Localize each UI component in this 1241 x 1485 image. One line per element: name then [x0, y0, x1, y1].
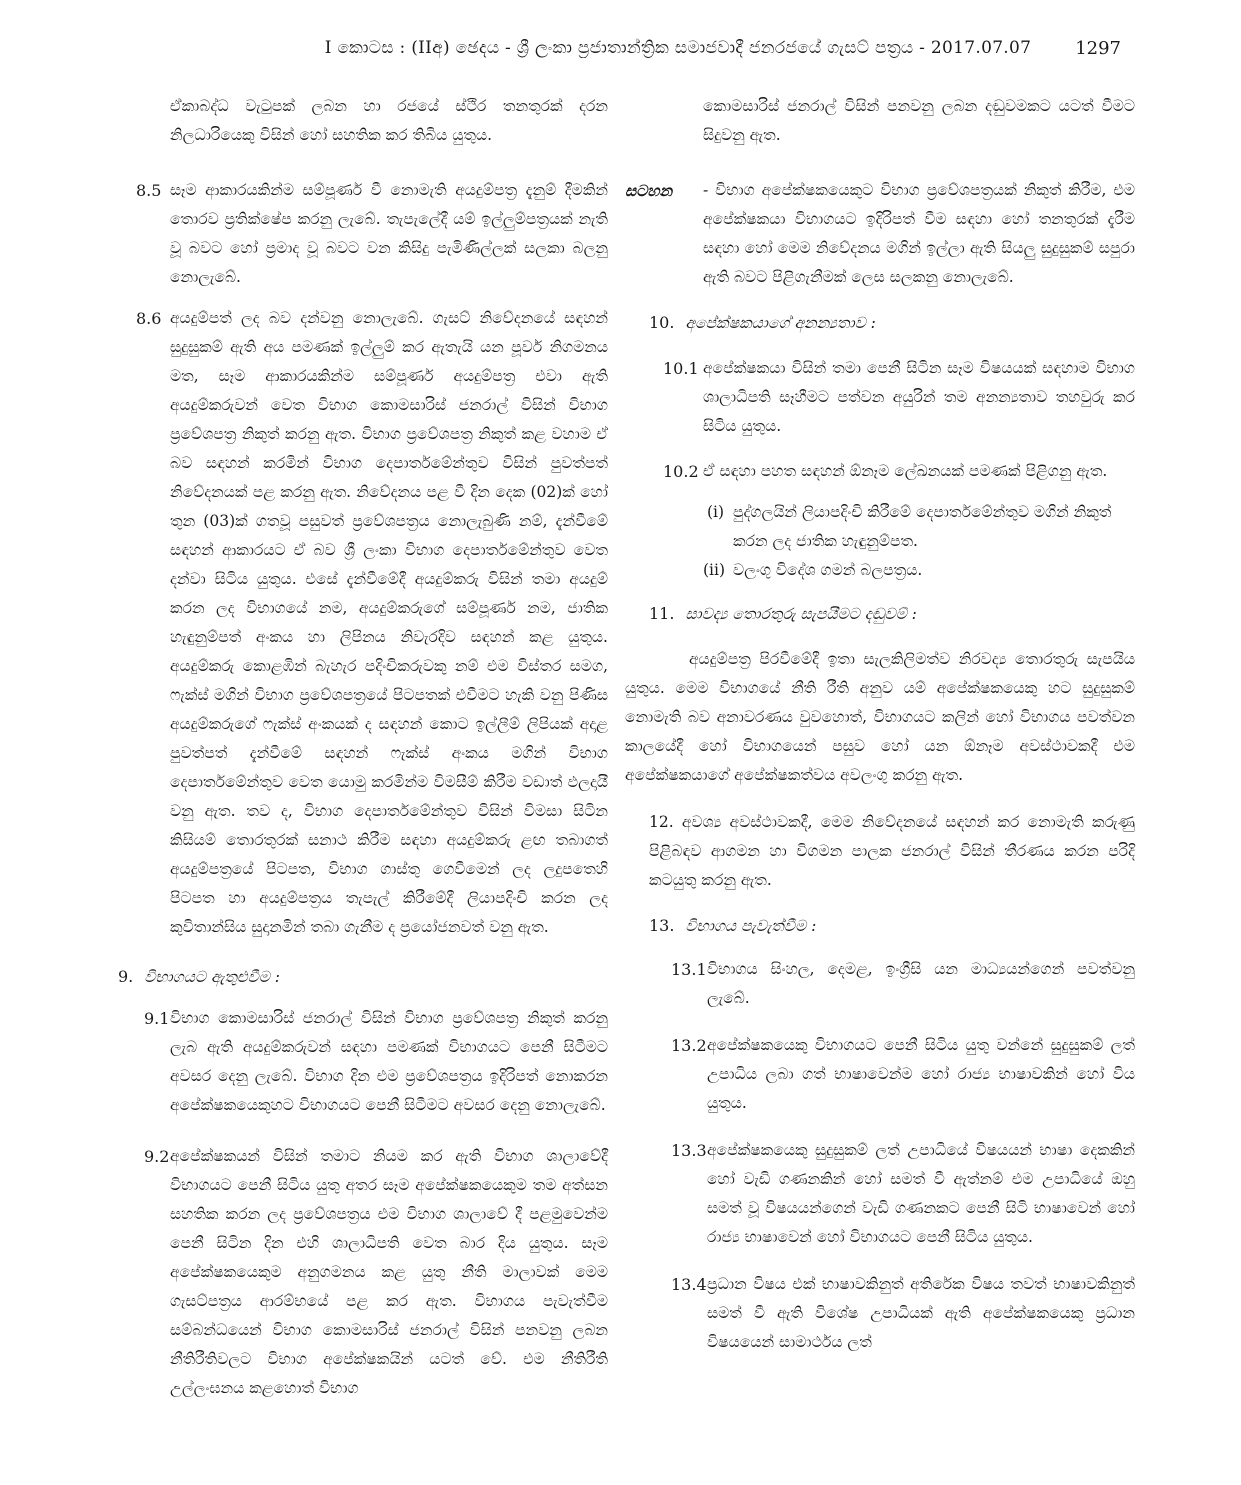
- paragraph-11: අයදුම්පත්‍ර පිරවීමේදී ඉතා සැලකිලිමත්ව නිරවද්‍ය තොරතුරු සැපයිය යුතුය. මෙම විභාගයේ නීති රීති අනුව යම් අපේක්ෂකයෙකු හට සුදුසුකම් නොමැති බව අනාවරණය වුවහොත්, විභාගයට කලින් හෝ විභාගය පවත්වන කාලයේදී හෝ විභාගයෙන් පසුව හෝ යන ඕනෑම අවස්ථාවකදී එම අපේක්ෂකයාගේ අපේක්ෂකත්වය අවලංගු කරනු ඇත.: [625, 650, 1135, 784]
- right-continued-text: කොමසාරිස් ජනරාල් විසින් පනවනු ලබන දඬුවමකට යටත් වීමට සිදුවනු ඇත.: [703, 97, 1135, 144]
- note-label: සටහන: [625, 181, 673, 200]
- header-title: I කොටස : (IIඅ) ඡෙදය - ශ්‍රී ලංකා ප්‍රජාතාන්ත්‍රික සමාජවාදී ජනරජයේ ගැසට් පත්‍රය - 2017.07.07: [324, 38, 1032, 58]
- paragraph-13-2: 13.2 අපේක්ෂකයෙකු විභාගයට පෙනී සිටිය යුතු වන්නේ සුදුසුකම් ලත් උපාධිය ලබා ගත් භාෂාවෙන්ම හෝ රාජ්‍ය භාෂාවකින් හෝ විය යුතුය.: [625, 1031, 1135, 1118]
- paragraph-number: 13.1: [671, 960, 707, 979]
- paragraph-number: 10.2: [663, 462, 699, 481]
- page-number: 1297: [1075, 38, 1121, 59]
- paragraph-10-1: 10.1 අපේක්ෂකයා විසින් තමා පෙනී සිටින සෑම විෂයයක් සඳහාම විභාග ශාලාධිපති සෑහීමට පත්වන අයුරින් තම අනන්‍යතාව තහවුරු කර සිටිය යුතුය.: [625, 354, 1135, 441]
- paragraph-number: 9.2: [144, 1147, 170, 1166]
- paragraph-number: 13.3: [671, 1141, 707, 1160]
- paragraph-13-4: 13.4 ප්‍රධාන විෂය එක් භාෂාවකිනුත් අතිරේක විෂය තවත් භාෂාවකිනුත් සමත් වී ඇති විශේෂ උපාධියක් ඇති අපේක්ෂකයෙකු ප්‍රධාන විෂයයෙන් සාමාර්ථය ලත්: [625, 1270, 1135, 1357]
- paragraph-13-3: 13.3 අපේක්ෂකයෙකු සුදුසුකම් ලත් උපාධියේ විෂයයන් භාෂා දෙකකින් හෝ වැඩි ගණනකින් හෝ සමත් වී ඇත්නම් එම උපාධියේ ඔහු සමත් වූ විෂයයන්ගෙන් වැඩි ගණනකට පෙනී සිටි භාෂාවෙන් හෝ රාජ්‍ය භාෂාවෙන් හෝ විභාගයට පෙනී සිටිය යුතුය.: [625, 1136, 1135, 1252]
- paragraph-12: 12. අවශ්‍ය අවස්ථාවකදී, මෙම නිවේදනයේ සඳහන් කර නොමැති කරුණු පිළිබඳව ආගමන හා විගමන පාලක ජනරාල් විසින් තීරණය කරන පරිදි කටයුතු කරනු ඇත.: [649, 813, 1135, 889]
- paragraph-number: 9.1: [144, 1009, 170, 1028]
- section-9-heading: 9. විභාගයට ඇතුළුවීම :: [118, 967, 280, 986]
- paragraph-number: 13.4: [671, 1275, 707, 1294]
- paragraph-9-2: 9.2 අපේක්ෂකයන් විසින් තමාට නියම කර ඇති විභාග ශාලාවේදී විභාගයට පෙනී සිටිය යුතු අතර සෑම අපේක්ෂකයෙකුම තම අත්සන සහතික කරන ලද ප්‍රවේශපත්‍රය එම විභාග ශාලාවේ දී පළමුවෙන්ම පෙනී සිටින දින එහි ශාලාධිපති වෙත බාර දිය යුතුය. සෑම අපේක්ෂකයෙකුම අනුගමනය කළ යුතු නීති මාලාවක් මෙම ගැසට්පත්‍රය ආරම්භයේ පළ කර ඇත. විභාගය පැවැත්වීම සම්බන්ධයෙන් විභාග කොමසාරිස් ජනරාල් විසින් පනවනු ලබන නීතිරීතිවලට විභාග අපේක්ෂකයින් යටත් වේ. එම නීතිරීති උල්ලංඝනය කළහොත් විභාග: [118, 1142, 608, 1403]
- list-item-i: (i) පුද්ගලයින් ලියාපදිංචි කිරීමේ දෙපාර්තමේන්තුව මගින් නිකුත් කරන ලද ජාතික හැඳුනුම්පත.: [707, 503, 1112, 550]
- paragraph-8-6: 8.6 අයදුම්පත් ලද බව දන්වනු නොලැබේ. ගැසට් නිවේදනයේ සඳහන් සුදුසුකම් ඇති අය පමණක් ඉල්ලුම් කර ඇතැයි යන පූර්ව නිගමනය මත, සෑම ආකාරයකින්ම සම්පූර්ණ අයදුම්පත්‍ර එවා ඇති අයදුම්කරුවන් වෙත විභාග කොමසාරිස් ජනරාල් විසින් විභාග ප්‍රවේශපත්‍ර නිකුත් කරනු ඇත. විභාග ප්‍රවේශපත්‍ර නිකුත් කළ වහාම ඒ බව සඳහන් කරමින් විභාග දෙපාර්තමේන්තුව විසින් පුවත්පත් නිවේදනයක් පළ කරනු ඇත. නිවේදනය පළ වී දින දෙක (02)ක් හෝ තුන (03)ක් ගතවූ පසුවත් ප්‍රවේශපත්‍රය නොලැබුණි නම්, දැන්වීමේ සඳහන් ආකාරයට ඒ බව ශ්‍රී ලංකා විභාග දෙපාර්තමේන්තුව වෙත දන්වා සිටිය යුතුය. එසේ දැන්වීමේදී අයදුම්කරු විසින් තමා අයදුම් කරන ලද විභාගයේ නම, අයදුම්කරුගේ සම්පූර්ණ නම, ජාතික හැඳුනුම්පත් අංකය හා ලිපිනය නිවැරදිව සඳහන් කළ යුතුය. අයදුම්කරු කොළඹින් බැහැර පදිංචිකරුවකු නම් එම විස්තර සමග, ෆැක්ස් මගින් විභාග ප්‍රවේශපත්‍රයේ පිටපතක් එවීමට හැකි වනු පිණිස අයදුම්කරුගේ ෆැක්ස් අංකයක් ද සඳහන් කොට ඉල්ලීම් ලිපියක් අදාළ පුවත්පත් දැන්වීමේ සඳහන් ෆැක්ස් අංකය මගින් විභාග දෙපාර්තමේන්තුව වෙත යොමු කරමින්ම විමසීම් කිරීම වඩාත් ඵලදායී වනු ඇත. තව ද, විභාග දෙපාර්තමේන්තුව විසින් විමසා සිටින කිසියම් තොරතුරක් සනාථ කිරීම සඳහා අයදුම්කරු ළඟ තබාගත් අයදුම්පත්‍රයේ පිටපත, විභාග ගාස්තු ගෙවීමෙන් ලද ලදුපතෙහි පිටපත හා අයදුම්පත්‍රය තැපැල් කිරීමේදී ලියාපදිංචි කරන ලද කුවිතාන්සිය සුදානමින් තබා ගැනීම ද ප්‍රයෝජනවත් වනු ඇත.: [118, 304, 608, 942]
- right-column: [625, 92, 1135, 1357]
- paragraph-number: 13.2: [671, 1036, 707, 1055]
- paragraph-13-1: 13.1 විභාගය සිංහල, දෙමළ, ඉංග්‍රීසි යන මාධ්‍යයන්ගෙන් පවත්වනු ලැබේ.: [625, 955, 1135, 1013]
- left-column: [118, 92, 608, 1403]
- paragraph-9-1: 9.1 විභාග කොමසාරිස් ජනරාල් විසින් විභාග ප්‍රවේශපත්‍ර නිකුත් කරනු ලැබ ඇති අයදුම්කරුවන් සඳහා පමණක් විභාගයට පෙනී සිටීමට අවසර දෙනු ලැබේ. විභාග දින එම ප්‍රවේශපත්‍රය ඉදිරිපත් නොකරන අපේක්ෂකයෙකුහට විභාගයට පෙනී සිටීමට අවසර දෙනු නොලැබේ.: [118, 1004, 608, 1120]
- section-10-heading: 10. අපේක්ෂකයාගේ අනන්‍යතාව :: [649, 313, 876, 332]
- section-11-heading: 11. සාවද්‍ය තොරතුරු සැපයීමට දඬුවම් :: [649, 604, 917, 623]
- left-continued-text: ඒකාබද්ධ වැටුපක් ලබන හා රජයේ ස්ථිර තනතුරක් දරන නිලධාරියෙකු විසින් හෝ සහතික කර තිබිය යුතුය.: [170, 97, 608, 144]
- paragraph-8-5: 8.5 සෑම ආකාරයකින්ම සම්පූර්ණ වී නොමැති අයදුම්පත්‍ර දැනුම් දීමකින් තොරව ප්‍රතික්ෂේප කරනු ලැබේ. තැපැලේදී යම් ඉල්ලුම්පත්‍රයක් නැති වූ බවට හෝ ප්‍රමාද වූ බවට වන කිසිදු පැමිණිල්ලක් සලකා බලනු නොලැබේ.: [118, 176, 608, 292]
- paragraph-number: 8.5: [136, 181, 162, 200]
- paragraph-number: 8.6: [136, 309, 162, 328]
- page-header: [0, 38, 1241, 78]
- paragraph-10-2: 10.2 ඒ සඳහා පහත සඳහන් ඕනෑම ලේඛනයක් පමණක් පිළිගනු ඇත.: [625, 457, 1135, 486]
- note-paragraph: සටහන - විභාග අපේක්ෂකයෙකුට විභාග ප්‍රවේශපත්‍රයක් නිකුත් කිරීම, එම අපේක්ෂකයා විභාගයට ඉදිරිපත් වීම සඳහා හෝ තනතුරක් දැරීම සඳහා හෝ මෙම නිවේදනය මගින් ඉල්ලා ඇති සියලු සුදුසුකම් සපුරා ඇති බවට පිළිගැනීමක් ලෙස සලකනු නොලැබේ.: [625, 176, 1135, 292]
- list-item-ii: (ii) වලංගු විදේශ ගමන් බලපත්‍රය.: [703, 561, 923, 579]
- paragraph-number: 10.1: [663, 359, 699, 378]
- section-13-heading: 13. විභාගය පැවැත්වීම :: [649, 916, 817, 935]
